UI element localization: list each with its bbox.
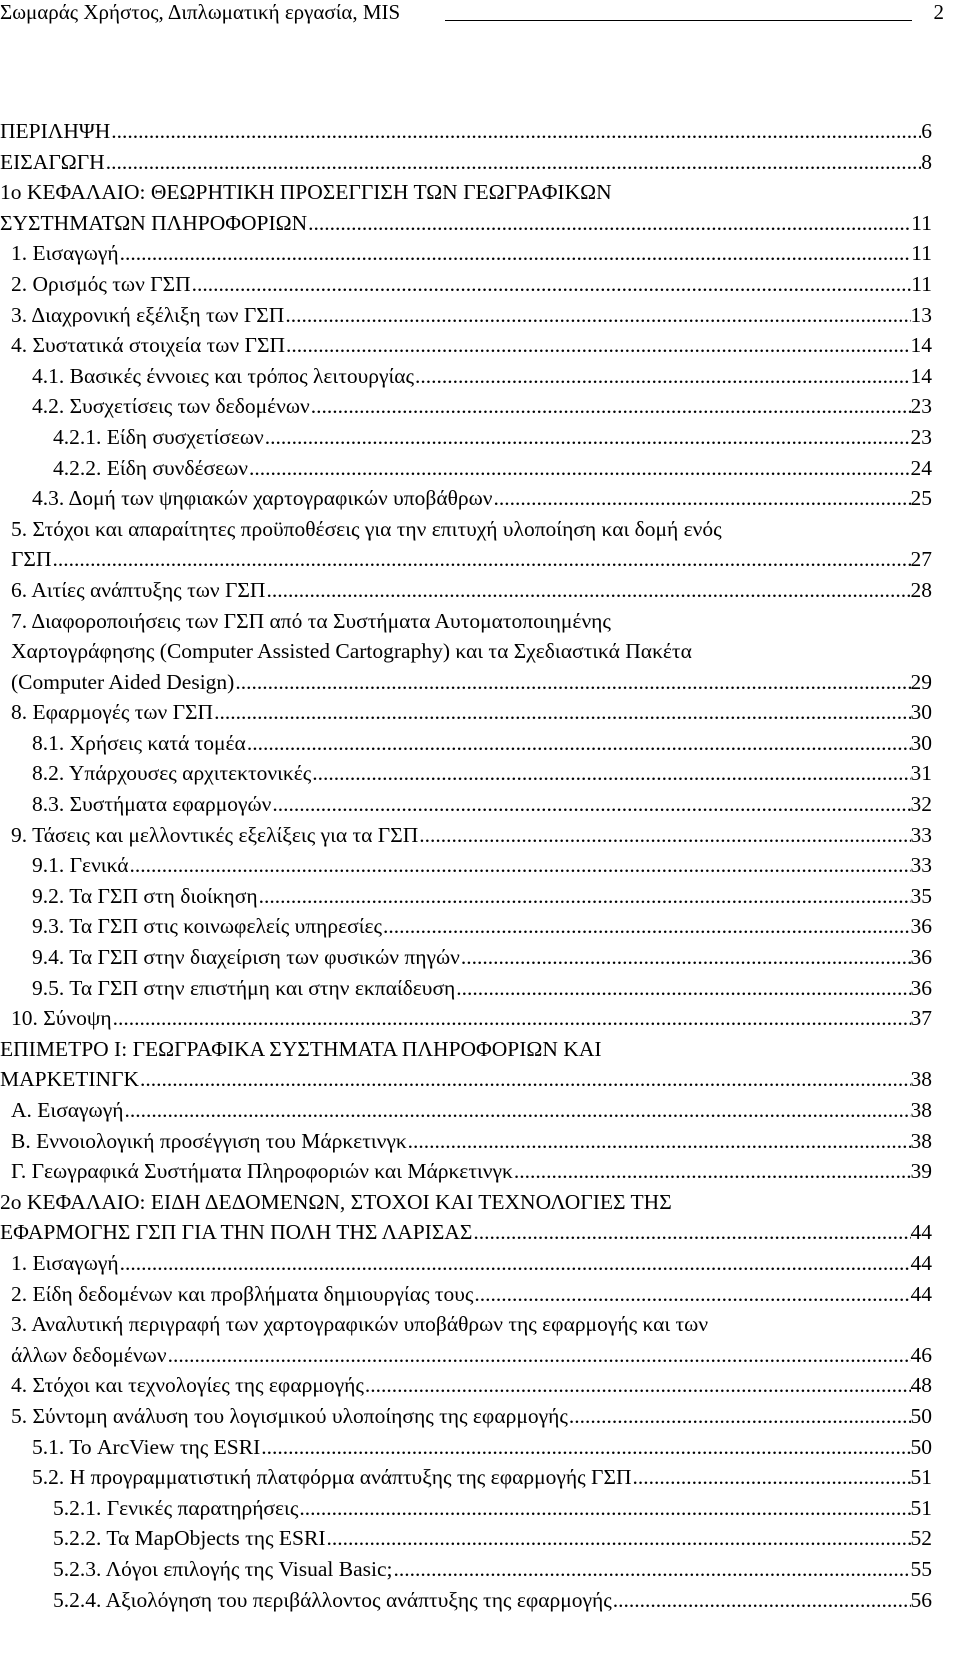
toc-entry-page: 56 — [910, 1587, 932, 1612]
toc-entry[interactable] — [0, 422, 932, 453]
toc-entry-page: 11 — [911, 241, 932, 266]
toc-dot-leader — [298, 1493, 910, 1524]
toc-entry-page: 38 — [910, 1098, 932, 1122]
toc-dot-leader — [271, 789, 910, 820]
toc-entry-second-line: Χαρτογράφησης (Computer Assisted Cartography) και τα Σχεδιαστικά Πακέτα — [11, 639, 692, 664]
page-header — [0, 0, 944, 24]
toc-entry-title: 4. Συστατικά στοιχεία των ΓΣΠ — [11, 333, 285, 358]
toc-entry-page: 14 — [910, 333, 932, 358]
toc-entry[interactable] — [0, 116, 932, 147]
toc-dot-leader — [364, 1370, 911, 1401]
toc-entry-page: 23 — [910, 424, 932, 449]
toc-entry[interactable] — [0, 575, 932, 606]
toc-dot-leader — [248, 453, 910, 484]
toc-entry[interactable] — [0, 973, 932, 1004]
toc-entry-title: 1. Εισαγωγή — [11, 1250, 119, 1275]
toc-entry-page: 25 — [910, 486, 932, 511]
toc-entry-title: 8. Εφαρμογές των ΓΣΠ — [11, 700, 214, 725]
toc-dot-leader — [472, 1217, 910, 1248]
toc-entry-title: 4. Στόχοι και τεχνολογίες της εφαρμογής — [11, 1373, 364, 1398]
toc-dot-leader — [119, 238, 912, 269]
toc-entry[interactable] — [0, 911, 932, 942]
toc-entry-title: ΓΣΠ — [11, 547, 52, 572]
table-of-contents — [0, 116, 932, 1615]
toc-entry[interactable] — [0, 544, 932, 575]
toc-entry-title: ΕΙΣΑΓΩΓΗ — [0, 149, 105, 174]
toc-entry-title: 9.4. Τα ΓΣΠ στην διαχείριση των φυσικών πηγών — [32, 945, 460, 970]
toc-entry-title: 5.2.3. Λόγοι επιλογής της Visual Basic; — [53, 1556, 393, 1581]
toc-entry[interactable] — [0, 1432, 932, 1463]
toc-dot-leader — [418, 820, 910, 851]
toc-entry[interactable] — [0, 881, 932, 912]
toc-entry-title: 5.2.2. Τα MapObjects της ESRI — [53, 1526, 326, 1551]
toc-entry-page: 39 — [910, 1159, 932, 1184]
toc-entry[interactable] — [0, 820, 932, 851]
toc-entry[interactable] — [0, 789, 932, 820]
toc-entry-title: 8.2. Υπάρχουσες αρχιτεκτονικές — [32, 761, 312, 786]
toc-entry-page: 29 — [910, 669, 932, 694]
toc-entry-title: 5. Σύντομη ανάλυση του λογισμικού υλοποίησης της εφαρμογής — [11, 1403, 568, 1428]
toc-entry-title: 8.3. Συστήματα εφαρμογών — [32, 792, 272, 817]
toc-entry-page: 33 — [910, 853, 932, 878]
toc-dot-leader — [234, 667, 910, 698]
toc-entry-title: 1. Εισαγωγή — [11, 241, 119, 266]
toc-entry[interactable] — [0, 758, 932, 789]
toc-dot-leader — [285, 330, 911, 361]
toc-entry-title: ΕΦΑΡΜΟΓΗΣ ΓΣΠ ΓΙΑ ΤΗΝ ΠΟΛΗ ΤΗΣ ΛΑΡΙΣΑΣ — [0, 1220, 473, 1245]
toc-entry-page: 11 — [911, 271, 932, 296]
toc-entry-page: 36 — [910, 975, 932, 1000]
toc-dot-leader — [260, 1432, 910, 1463]
toc-entry-title: ΠΕΡΙΛΗΨΗ — [0, 119, 111, 143]
toc-dot-leader — [105, 147, 922, 178]
toc-entry-title: 4.1. Βασικές έννοιες και τρόπος λειτουργίας — [32, 363, 415, 388]
toc-entry-page: 31 — [910, 761, 932, 786]
toc-entry[interactable] — [0, 1554, 932, 1585]
toc-entry-page: 30 — [910, 730, 932, 755]
toc-entry-title: 10. Σύνοψη — [11, 1006, 112, 1031]
header-rule — [445, 20, 912, 21]
toc-entry-first-line: 7. Διαφοροποιήσεις των ΓΣΠ από τα Συστήματα Αυτοματοποιημένης — [11, 608, 611, 633]
toc-entry-title: 4.2.2. Είδη συνδέσεων — [53, 455, 249, 480]
toc-dot-leader — [568, 1401, 911, 1432]
toc-dot-leader — [513, 1156, 911, 1187]
toc-entry[interactable] — [0, 1340, 932, 1371]
toc-entry[interactable] — [0, 300, 932, 331]
toc-dot-leader — [414, 361, 910, 392]
toc-entry[interactable] — [0, 453, 932, 484]
toc-entry[interactable] — [0, 697, 932, 728]
toc-entry[interactable] — [0, 147, 932, 178]
toc-dot-leader — [264, 422, 911, 453]
toc-dot-leader — [473, 1279, 910, 1310]
toc-entry-page: 37 — [910, 1006, 932, 1031]
toc-entry-page: 36 — [910, 914, 932, 939]
toc-entry[interactable] — [0, 1401, 932, 1432]
toc-entry[interactable] — [0, 330, 932, 361]
toc-dot-leader — [284, 300, 910, 331]
toc-entry-first-line: 2ο ΚΕΦΑΛΑΙΟ: ΕΙΔΗ ΔΕΔΟΜΕΝΩΝ, ΣΤΟΧΟΙ ΚΑΙ ΤΕΧΝΟΛΟΓΙΕΣ ΤΗΣ — [0, 1189, 672, 1214]
toc-dot-leader — [311, 758, 910, 789]
toc-entry-title: 4.2. Συσχετίσεις των δεδομένων — [32, 394, 310, 419]
toc-entry-title: 9.2. Τα ΓΣΠ στη διοίκηση — [32, 883, 258, 908]
toc-entry-title: 9.5. Τα ΓΣΠ στην επιστήμη και στην εκπαίδευση — [32, 975, 456, 1000]
toc-dot-leader — [307, 208, 911, 239]
toc-dot-leader — [51, 544, 910, 575]
toc-entry-first-line: ΕΠΙΜΕΤΡΟ Ι: ΓΕΩΓΡΑΦΙΚΑ ΣΥΣΤΗΜΑΤΑ ΠΛΗΡΟΦΟΡΙΩΝ ΚΑΙ — [0, 1036, 602, 1061]
toc-entry-page: 27 — [910, 547, 932, 572]
toc-entry-title: Γ. Γεωγραφικά Συστήματα Πληροφοριών και Μάρκετινγκ — [11, 1159, 513, 1184]
toc-entry-first-line: 5. Στόχοι και απαραίτητες προϋποθέσεις για την επιτυχή υλοποίηση και δομή ενός — [11, 516, 722, 541]
toc-entry[interactable] — [0, 1493, 932, 1524]
toc-entry-page: 44 — [910, 1281, 932, 1306]
toc-entry-page: 44 — [910, 1220, 932, 1245]
toc-entry[interactable] — [0, 1003, 932, 1034]
toc-entry-page: 55 — [910, 1556, 932, 1581]
toc-entry-title: (Computer Aided Design) — [11, 669, 235, 694]
toc-entry[interactable] — [0, 361, 932, 392]
toc-entry-page: 23 — [910, 394, 932, 419]
header-page-number: 2 — [933, 0, 944, 24]
toc-dot-leader — [246, 728, 911, 759]
toc-entry-page: 32 — [910, 792, 932, 817]
toc-entry-title: 9. Τάσεις και μελλοντικές εξελίξεις για τα ΓΣΠ — [11, 822, 419, 847]
toc-entry[interactable] — [0, 1462, 932, 1493]
toc-entry-title: 5.2. Η προγραμματιστική πλατφόρμα ανάπτυξης της εφαρμογής ΓΣΠ — [32, 1465, 632, 1490]
toc-entry-title: 4.3. Δομή των ψηφιακών χαρτογραφικών υποβάθρων — [32, 486, 493, 511]
toc-entry-page: 13 — [910, 302, 932, 327]
toc-dot-leader — [191, 269, 912, 300]
toc-entry-page: 44 — [910, 1250, 932, 1275]
toc-entry-page: 28 — [910, 577, 932, 602]
toc-entry-page: 46 — [910, 1342, 932, 1367]
toc-entry-page: 50 — [910, 1403, 932, 1428]
toc-entry-title: 5.2.1. Γενικές παρατηρήσεις — [53, 1495, 299, 1520]
toc-entry-title: Β. Εννοιολογική προσέγγιση του Μάρκετινγκ — [11, 1128, 407, 1153]
toc-dot-leader — [393, 1554, 911, 1585]
toc-entry[interactable] — [0, 1095, 932, 1126]
toc-entry-page: 52 — [910, 1526, 932, 1551]
toc-entry-title: 9.3. Τα ΓΣΠ στις κοινωφελείς υπηρεσίες — [32, 914, 383, 939]
toc-entry[interactable] — [0, 269, 932, 300]
toc-entry-title: 5.1. Το ArcView της ESRI — [32, 1434, 261, 1459]
toc-dot-leader — [265, 575, 910, 606]
toc-entry[interactable] — [0, 1156, 932, 1187]
toc-dot-leader — [310, 391, 911, 422]
toc-dot-leader — [460, 942, 911, 973]
toc-dot-leader — [129, 850, 911, 881]
toc-entry[interactable] — [0, 1279, 932, 1310]
toc-entry-page: 33 — [910, 822, 932, 847]
toc-entry-title: 8.1. Χρήσεις κατά τομέα — [32, 730, 246, 755]
toc-dot-leader — [632, 1462, 911, 1493]
toc-entry-first-line: 3. Αναλυτική περιγραφή των χαρτογραφικών υποβάθρων της εφαρμογής και των — [11, 1312, 709, 1337]
toc-entry[interactable] — [0, 667, 932, 698]
toc-entry-page: 51 — [910, 1495, 932, 1520]
toc-entry[interactable] — [0, 1248, 932, 1279]
toc-dot-leader — [213, 697, 910, 728]
toc-entry-title: ΣΥΣΤΗΜΑΤΩΝ ΠΛΗΡΟΦΟΡΙΩΝ — [0, 210, 308, 235]
toc-entry[interactable] — [0, 208, 932, 239]
toc-dot-leader — [112, 1003, 911, 1034]
toc-dot-leader — [612, 1585, 911, 1616]
toc-entry[interactable] — [0, 728, 932, 759]
toc-entry-page: 6 — [921, 119, 932, 143]
toc-entry-title: 6. Αιτίες ανάπτυξης των ΓΣΠ — [11, 577, 266, 602]
toc-entry-title: 2. Ορισμός των ΓΣΠ — [11, 271, 191, 296]
toc-entry[interactable] — [0, 1217, 932, 1248]
toc-entry-title: 3. Διαχρονική εξέλιξη των ΓΣΠ — [11, 302, 285, 327]
toc-entry-title: 2. Είδη δεδομένων και προβλήματα δημιουργίας τους — [11, 1281, 474, 1306]
toc-entry-page: 36 — [910, 945, 932, 970]
toc-dot-leader — [110, 116, 921, 147]
toc-entry-first-line: 1ο ΚΕΦΑΛΑΙΟ: ΘΕΩΡΗΤΙΚΗ ΠΡΟΣΕΓΓΙΣΗ ΤΩΝ ΓΕΩΓΡΑΦΙΚΩΝ — [0, 180, 612, 205]
toc-entry-title: άλλων δεδομένων — [11, 1342, 167, 1367]
toc-entry-page: 38 — [910, 1128, 932, 1153]
toc-entry-page: 51 — [910, 1465, 932, 1490]
toc-entry[interactable] — [0, 483, 932, 514]
toc-dot-leader — [258, 881, 911, 912]
toc-dot-leader — [139, 1064, 910, 1095]
toc-entry-title: 4.2.1. Είδη συσχετίσεων — [53, 424, 264, 449]
toc-dot-leader — [455, 973, 910, 1004]
header-title: Σωμαράς Χρήστος, Διπλωματική εργασία, MIS — [0, 0, 401, 24]
toc-entry-page: 11 — [911, 210, 932, 235]
toc-entry[interactable] — [0, 1064, 932, 1095]
toc-entry[interactable] — [0, 1370, 932, 1401]
toc-entry[interactable] — [0, 1523, 932, 1554]
toc-entry-page: 8 — [921, 149, 932, 174]
toc-entry-title: 5.2.4. Αξιολόγηση του περιβάλλοντος ανάπτυξης της εφαρμογής — [53, 1587, 612, 1612]
toc-entry[interactable] — [0, 942, 932, 973]
toc-dot-leader — [493, 483, 911, 514]
toc-dot-leader — [325, 1523, 910, 1554]
toc-dot-leader — [119, 1248, 911, 1279]
toc-entry-page: 50 — [910, 1434, 932, 1459]
toc-entry-page: 35 — [910, 883, 932, 908]
toc-entry[interactable] — [0, 1585, 932, 1616]
toc-entry-page: 14 — [910, 363, 932, 388]
toc-entry[interactable] — [0, 850, 932, 881]
toc-dot-leader — [167, 1340, 911, 1371]
toc-entry-page: 38 — [910, 1067, 932, 1092]
toc-entry-title: ΜΑΡΚΕΤΙΝΓΚ — [0, 1067, 140, 1092]
toc-entry-title: Α. Εισαγωγή — [11, 1098, 124, 1122]
toc-entry[interactable] — [0, 1126, 932, 1157]
toc-entry-page: 24 — [910, 455, 932, 480]
toc-entry[interactable] — [0, 238, 932, 269]
toc-entry-page: 48 — [910, 1373, 932, 1398]
toc-dot-leader — [407, 1126, 911, 1157]
toc-entry-page: 30 — [910, 700, 932, 725]
toc-dot-leader — [382, 911, 910, 942]
toc-entry[interactable] — [0, 391, 932, 422]
toc-dot-leader — [123, 1095, 910, 1126]
toc-entry-title: 9.1. Γενικά — [32, 853, 129, 878]
